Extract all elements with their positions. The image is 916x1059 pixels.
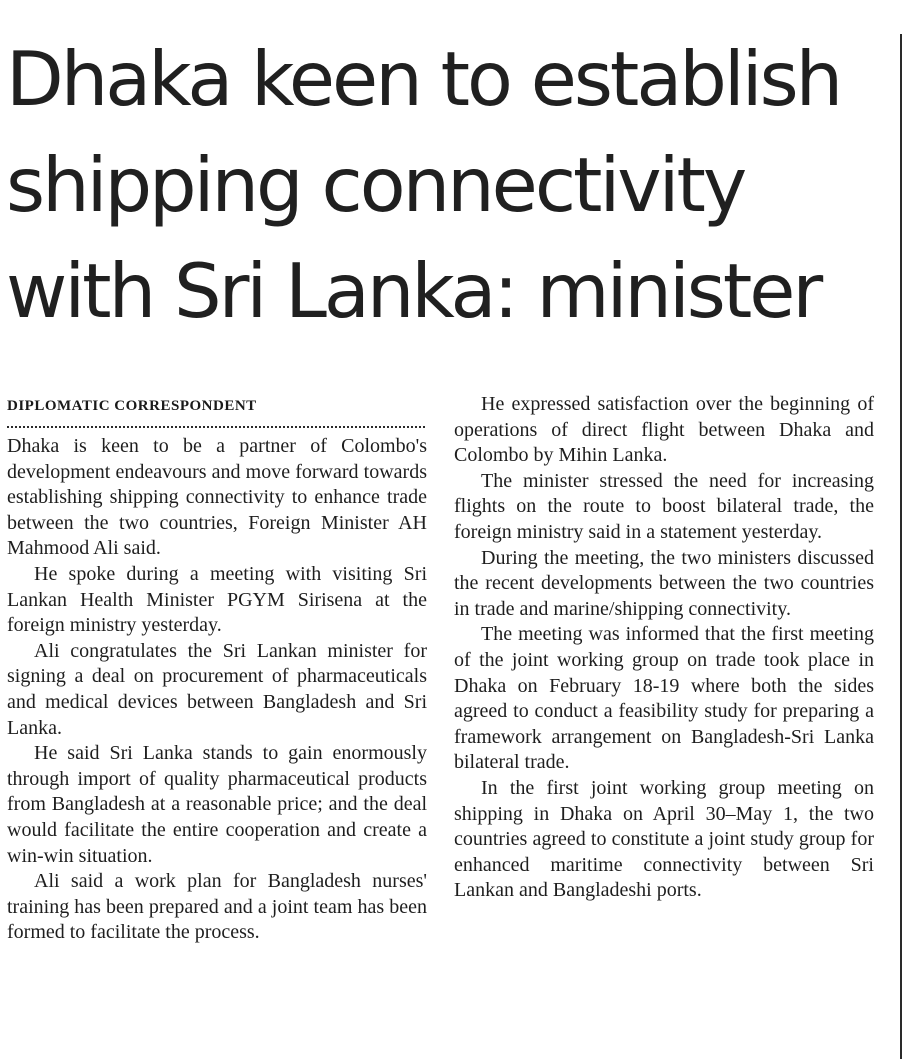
paragraph: He expressed satisfaction over the beginning of operations of direct flight between Dhaka and Colombo by Mihin Lanka.	[454, 393, 874, 467]
paragraph: He said Sri Lanka stands to gain enormously through import of quality pharmaceutical products from Bangladesh at a reasonable price; and the deal would facilitate the entire cooperation and create a win-win situation.	[7, 742, 427, 867]
paragraph: Ali congratulates the Sri Lankan minister for signing a deal on procurement of pharmaceuticals and medical devices between Bangladesh and Sri Lanka.	[7, 639, 427, 739]
article-column-right	[454, 392, 874, 904]
paragraph: He spoke during a meeting with visiting Sri Lankan Health Minister PGYM Sirisena at the foreign ministry yesterday.	[7, 562, 427, 637]
paragraph: In the first joint working group meeting on shipping in Dhaka on April 30–May 1, the two countries agreed to constitute a joint study group for enhanced maritime connectivity between Sri Lankan and Bangladeshi ports.	[454, 776, 874, 902]
byline: DIPLOMATIC CORRESPONDENT	[7, 398, 257, 414]
column-rule	[900, 34, 902, 1059]
paragraph: The minister stressed the need for increasing flights on the route to boost bilateral trade, the foreign ministry said in a statement yesterday.	[454, 469, 874, 543]
article-column-left	[7, 392, 427, 946]
paragraph: The meeting was informed that the first meeting of the joint working group on trade took place in Dhaka on February 18-19 where both the sides agreed to conduct a feasibility study for preparing a framework arrangement on Bangladesh-Sri Lanka bilateral trade.	[454, 623, 874, 774]
dotted-divider	[7, 426, 425, 428]
headline: Dhaka keen to establish shipping connectivity with Sri Lanka: minister	[6, 35, 841, 335]
paragraph: During the meeting, the two ministers discussed the recent developments between the two countries in trade and marine/shipping connectivity.	[454, 546, 874, 620]
paragraph: Ali said a work plan for Bangladesh nurses' training has been prepared and a joint team has been formed to facilitate the process.	[7, 870, 427, 944]
paragraph: Dhaka is keen to be a partner of Colombo's development endeavours and move forward towards establishing shipping connectivity to enhance trade between the two countries, Foreign Minister AH Mahmood Ali said.	[7, 435, 427, 560]
